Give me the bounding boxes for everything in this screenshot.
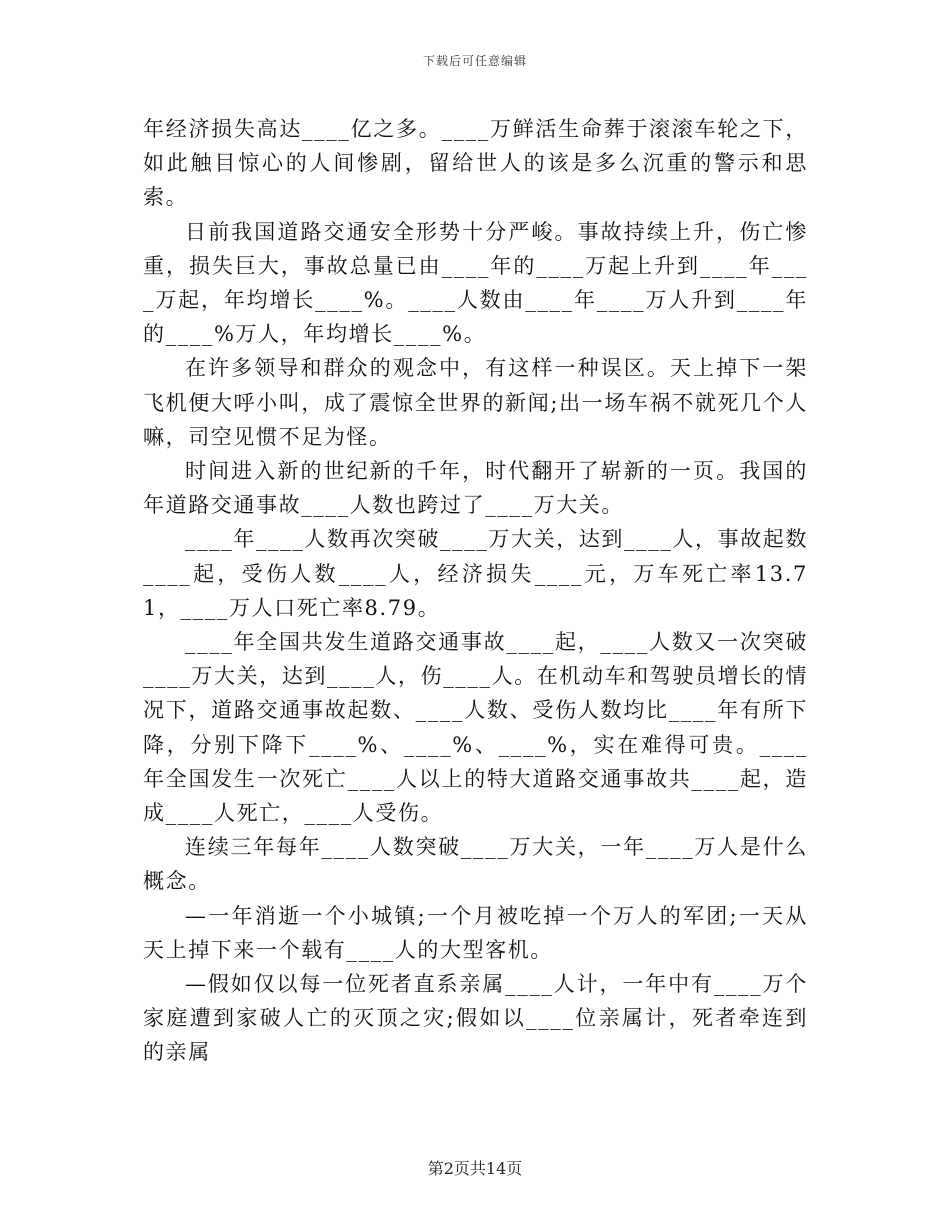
paragraph-small-town: —一年消逝一个小城镇;一个月被吃掉一个万人的军团;一天从天上掉下来一个载有____人的大型客机。	[143, 903, 808, 962]
document-body	[143, 112, 808, 1070]
paragraph-misconception: 在许多领导和群众的观念中，有这样一种误区。天上掉下一架飞机便大呼小叫，成了震惊全世界的新闻;出一场车祸不就死几个人嘛，司空见惯不足为怪。	[143, 356, 808, 449]
paragraph-traffic-situation: 日前我国道路交通安全形势十分严峻。事故持续上升，伤亡惨重，损失巨大，事故总量已由____年的____万起上升到____年____万起，年均增长____%。____人数由____年____万人升到____年的____%万人，年均增长____%。	[143, 219, 808, 347]
page-footer: 第2页共14页	[427, 1159, 523, 1178]
paragraph-families: —假如仅以每一位死者直系亲属____人计，一年中有____万个家庭遭到家破人亡的灭顶之灾;假如以____位亲属计，死者牵连到的亲属	[143, 972, 808, 1065]
paragraph-new-century: 时间进入新的世纪新的千年，时代翻开了崭新的一页。我国的年道路交通事故____人数也跨过了____万大关。	[143, 459, 808, 518]
paragraph-national-accidents: ____年全国共发生道路交通事故____起，____人数又一次突破____万大关，达到____人，伤____人。在机动车和驾驶员增长的情况下，道路交通事故起数、____人数、受伤人数均比____年有所下降，分别下降下____%、____%、____%，实在难得可贵。____年全国发生一次死亡____人以上的特大道路交通事故共____起，造成____人死亡，____人受伤。	[143, 630, 808, 826]
page-header: 下载后可任意编辑	[422, 54, 527, 68]
paragraph-continuation: 年经济损失高达____亿之多。____万鲜活生命葬于滚滚车轮之下，如此触目惊心的人间惨剧，留给世人的该是多么沉重的警示和思索。	[143, 117, 808, 210]
paragraph-three-years: 连续三年每年____人数突破____万大关，一年____万人是什么概念。	[143, 835, 808, 894]
paragraph-death-statistics: ____年____人数再次突破____万大关，达到____人，事故起数____起，受伤人数____人，经济损失____元，万车死亡率13.71，____万人口死亡率8.79。	[143, 527, 808, 620]
